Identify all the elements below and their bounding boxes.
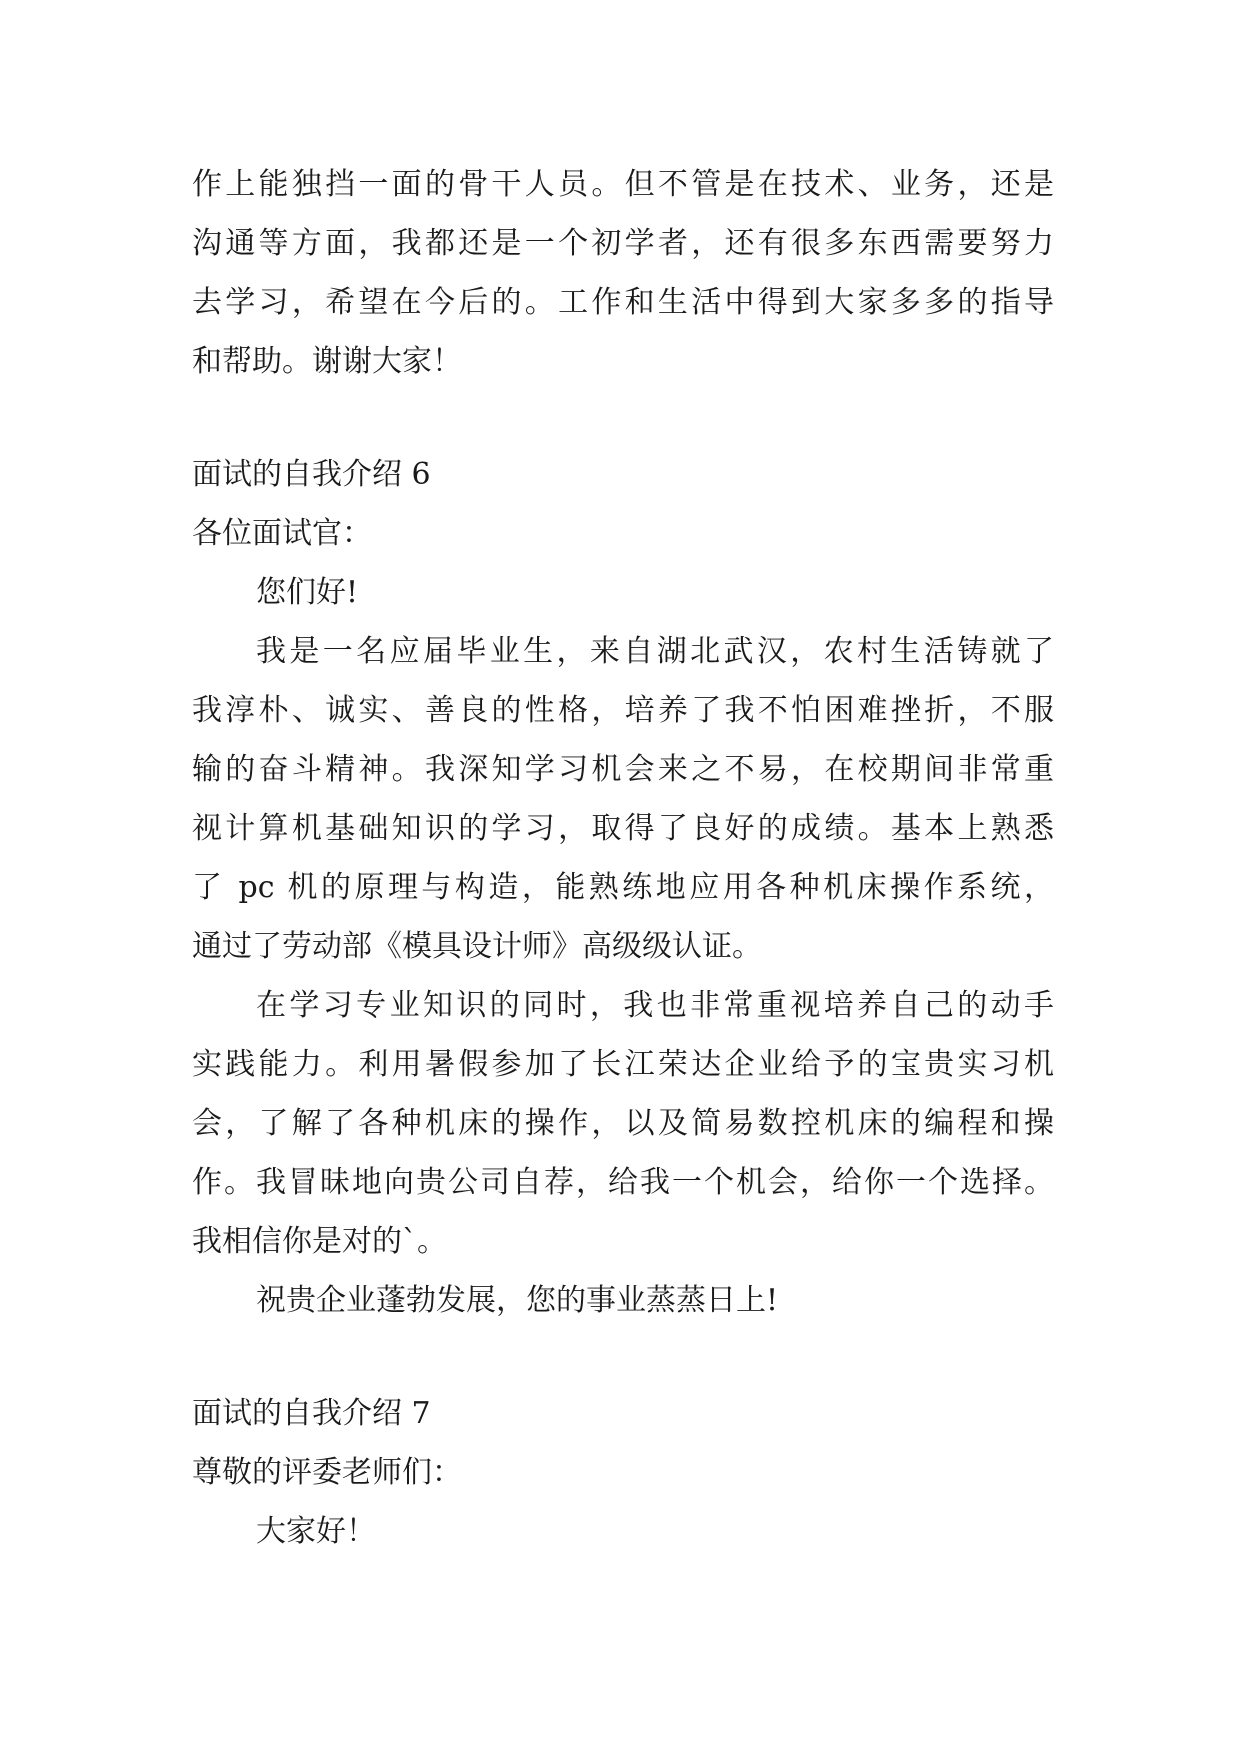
paragraph-line: 输的奋斗精神。我深知学习机会来之不易，在校期间非常重: [192, 752, 1054, 787]
paragraph-line: 我淳朴、诚实、善良的性格，培养了我不怕困难挫折，不服: [192, 693, 1054, 728]
paragraph-line: 我是一名应届毕业生，来自湖北武汉，农村生活铸就了: [256, 634, 1054, 669]
paragraph-line: 作上能独挡一面的骨干人员。但不管是在技术、业务，还是: [192, 167, 1054, 202]
closing-line: 祝贵企业蓬勃发展，您的事业蒸蒸日上!: [256, 1283, 779, 1318]
paragraph-line: 会，了解了各种机床的操作，以及简易数控机床的编程和操: [192, 1106, 1054, 1141]
paragraph-line: 和帮助。谢谢大家！: [192, 344, 462, 379]
paragraph-line: 我相信你是对的`。: [192, 1224, 447, 1259]
greeting: 大家好！: [256, 1514, 376, 1549]
paragraph-line: 通过了劳动部《模具设计师》高级级认证。: [192, 929, 762, 964]
paragraph-line: 作。我冒昧地向贵公司自荐，给我一个机会，给你一个选择。: [192, 1165, 1054, 1200]
paragraph-line: 了 pc 机的原理与构造，能熟练地应用各种机床操作系统，: [192, 870, 1054, 905]
paragraph-line: 沟通等方面，我都还是一个初学者，还有很多东西需要努力: [192, 226, 1054, 261]
section-heading: 面试的自我介绍 7: [192, 1396, 431, 1431]
section-heading: 面试的自我介绍 6: [192, 457, 431, 492]
salutation: 各位面试官：: [192, 516, 372, 551]
paragraph-line: 在学习专业知识的同时，我也非常重视培养自己的动手: [256, 988, 1054, 1023]
paragraph-line: 实践能力。利用暑假参加了长江荣达企业给予的宝贵实习机: [192, 1047, 1054, 1082]
greeting: 您们好!: [256, 575, 359, 610]
salutation: 尊敬的评委老师们：: [192, 1455, 462, 1490]
paragraph-line: 视计算机基础知识的学习，取得了良好的成绩。基本上熟悉: [192, 811, 1054, 846]
paragraph-line: 去学习，希望在今后的。工作和生活中得到大家多多的指导: [192, 285, 1054, 320]
